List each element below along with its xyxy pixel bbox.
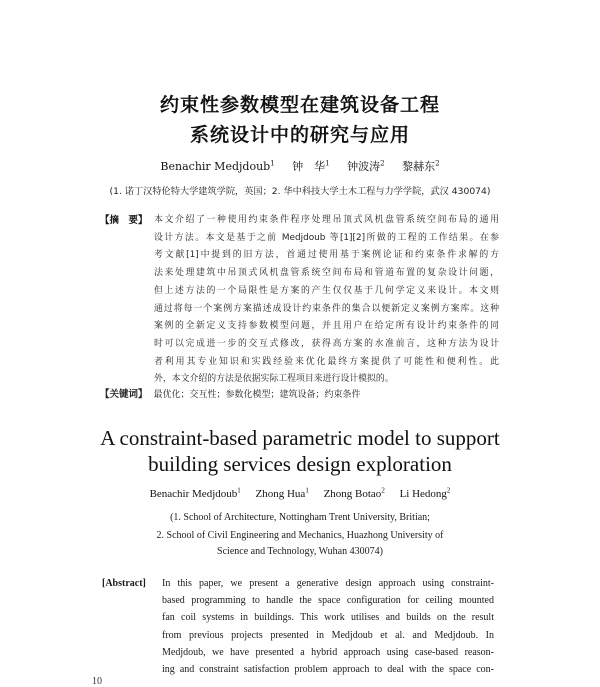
chinese-keywords: [100, 386, 361, 400]
english-abstract: [102, 575, 494, 678]
keywords-label: 【关键词】: [100, 389, 148, 400]
abstract-line: 本文介绍了一种使用约束条件程序处理吊顶式风机盘管系统空间布局的通用: [154, 215, 499, 225]
author: Benachir Medjdoub$^1$: [149, 486, 241, 500]
chinese-title-line-1: 约束性参数模型在建筑设备工程: [159, 94, 440, 116]
abstract-line: from previous projects presented in Medjdoub et al. and Medjdoub. In: [162, 629, 494, 641]
author: Li Hedong$^2$: [399, 486, 451, 500]
abstract-line: 外，本文介绍的方法是依据实际工程项目来进行设计模拟的。: [154, 374, 394, 385]
author: Benachir Medjdoub$^1$: [160, 159, 275, 173]
english-affiliation-line-3: Science and Technology, Wuhan 430074): [217, 546, 383, 557]
abstract-line: fan coil systems in buildings. This work utilises and builds on the result: [162, 612, 494, 624]
english-title-line-1: A constraint-based parametric model to support: [100, 426, 500, 450]
chinese-author-list: [0, 158, 600, 174]
english-affiliation-line-2: 2. School of Civil Engineering and Mechanics, Huazhong University of: [156, 530, 444, 541]
abstract-line: 时可以完成进一步的交互式修改，获得高方案的水准前言，这种方法为设计: [154, 338, 499, 349]
abstract-line: based programming to handle the space configuration for ceiling mounted: [162, 595, 494, 607]
abstract-line: 者利用其专业知识和实践经验来优化最终方案提供了可能性和便利性。此: [154, 356, 499, 367]
english-title-line-2: building services design exploration: [148, 452, 452, 476]
abstract-line: 考文献[1]中提到的旧方法，首通过使用基于案例论证和约束条件求解的方: [154, 250, 499, 261]
abstract-line: 案例的全新定义支持参数模型问题，并且用户在给定所有设计约束条件的同: [154, 321, 499, 332]
author: Zhong Botao$^2$: [323, 486, 385, 500]
chinese-abstract: [102, 212, 497, 389]
author: 钟 华$^1$: [292, 159, 330, 173]
abstract-line: ing and constraint satisfaction problem approach to deal with the space con-: [162, 664, 494, 676]
abstract-line: In this paper, we present a generative design approach using constraint-: [162, 578, 494, 589]
abstract-line: 通过将每一个案例方案描述成设计约束条件的集合以便新定义案例方案库。这种: [154, 303, 499, 314]
chinese-title-line-2: 系统设计中的研究与应用: [189, 124, 410, 146]
english-affiliation-line-1: (1. School of Architecture, Nottingham Trent University, Britian;: [170, 512, 430, 523]
author: 钟波涛$^2$: [347, 159, 385, 173]
english-author-list: [0, 486, 600, 500]
author: 黎赫东$^2$: [402, 159, 440, 173]
author: Zhong Hua$^1$: [255, 486, 309, 500]
keywords-text: 最优化；交互性；参数化模型；建筑设备；约束条件: [153, 390, 361, 400]
abstract-label: 【摘 要】: [100, 215, 148, 226]
chinese-affiliation: (1. 诺丁汉特伦特大学建筑学院，英国；2. 华中科技大学土木工程与力学学院，武汉 430074): [109, 186, 491, 197]
abstract-line: Medjdoub, we have presented a hybrid approach using case-based reason-: [162, 646, 494, 658]
abstract-line: 但上述方法的一个局限性是方案的产生仅仅基于几何学定义来设计。本文则: [154, 285, 499, 296]
abstract-line: 设计方法。本文是基于之前 Medjdoub 等[1][2]所做的工程的工作结果。在参: [154, 232, 499, 243]
abstract-label: [Abstract]: [102, 578, 146, 589]
abstract-line: 法来处理建筑中吊顶式风机盘管系统空间布局和管道布置的复杂设计问题，: [154, 268, 499, 279]
page-number: 10: [92, 676, 102, 687]
